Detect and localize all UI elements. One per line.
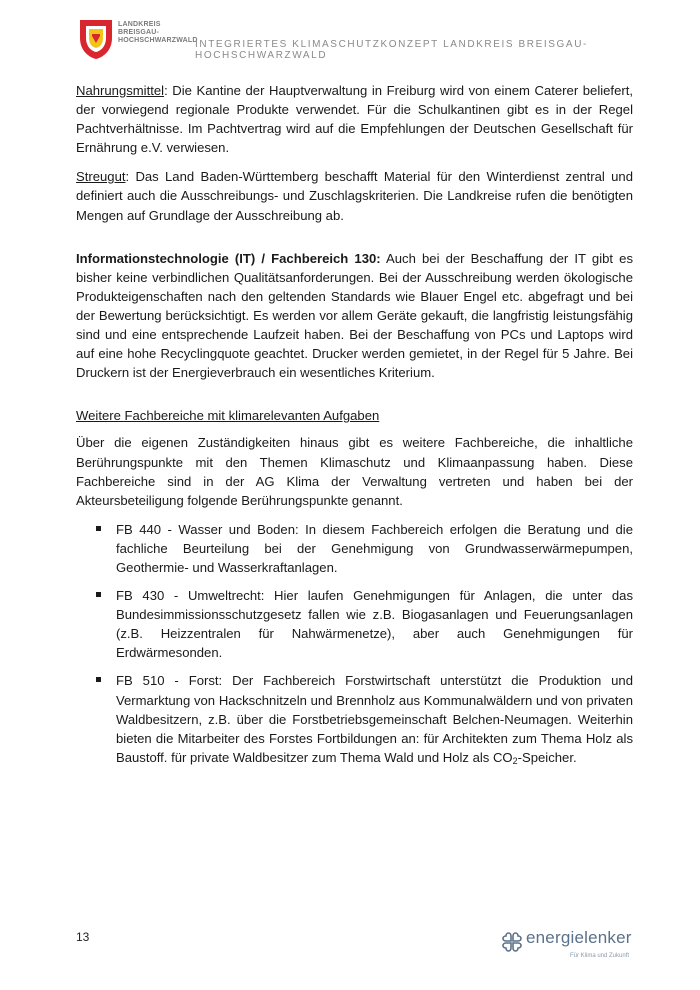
paragraph-weitere-intro: Über die eigenen Zuständigkeiten hinaus gibt es weitere Fachbereiche, die inhaltliche Berührungspunkte mit den Themen Klimaschutz und Klimaanpassung haben. Diese Fachbereiche sind in der AG Klima der Verwaltung vertreten und haben bei der Akteursbeteiligung folgende Berührungspunkte genannt. <box>76 435 633 508</box>
section-heading-weitere: Weitere Fachbereiche mit klimarelevanten Aufgaben <box>76 408 380 424</box>
list-item: FB 510 - Forst: Der Fachbereich Forstwirtschaft unterstützt die Produktion und Vermarktung von Hackschnitzeln und Brennholz aus Kommunalwäldern und von privaten Waldbesitzern, z.B. über die Forstbetriebsgemeinschaft Belchen-Neumagen. Weiterhin bieten die Mitarbeiter des Forstes Fortbildungen an: für Architekten zum Thema Holz als Baustoff. für private Waldbesitzer zum Thema Wald und Holz als $CO_2$-Speicher. <box>76 671 633 766</box>
bullet-icon <box>96 526 101 531</box>
brand-name: energielenker <box>526 928 632 947</box>
paragraph-streugut: Streugut: Das Land Baden-Württemberg beschafft Material für den Winterdienst zentral und definiert auch die Ausschreibungs- und Zuschlagskriterien. Die Landkreise rufen die benötigten Mengen auf Grundlage der Ausschreibung ab. <box>76 169 633 223</box>
list-item: FB 430 - Umweltrecht: Hier laufen Genehmigungen für Anlagen, die unter das Bundesimmissionsschutzgesetz fallen wie z.B. Biogasanlagen und Feuerungsanlagen (z.B. Heizzentralen für Nahwärmenetze), aber auch Genehmigungen für Erdwärmesonden. <box>76 586 633 662</box>
term-streugut: Streugut <box>76 169 126 185</box>
energielenker-logo <box>500 928 640 968</box>
logo-text: LANDKREIS BREISGAU- HOCHSCHWARZWALD <box>118 21 198 44</box>
landkreis-logo <box>78 18 198 60</box>
brand-tagline: Für Klima und Zukunft <box>570 953 630 959</box>
paragraph-it: Informationstechnologie (IT) / Fachbereich 130: Auch bei der Beschaffung der IT gibt es bisher keine verbindlichen Qualitätsanforderungen. Bei der Ausschreibung werden ökologische Produkteigenschaften nach den geltenden Standards wie Blauer Engel etc. abgefragt und bei der Bewertung berücksichtigt. Es werden vor allem Geräte gekauft, die langfristig leistungsfähig sind und eine entsprechende Laufzeit haben. Bei der Beschaffung von PCs und Laptops wird auf eine hohe Recyclingquote geachtet. Drucker werden gemietet, in der Regel für 5 Jahre. Bei Druckern ist der Energieverbrauch ein wesentliches Kriterium. <box>76 250 633 381</box>
page-header <box>0 0 700 70</box>
page-number: 13 <box>76 930 90 944</box>
list-item: FB 440 - Wasser und Boden: In diesem Fachbereich erfolgen die Beratung und die fachliche Beurteilung bei der Genehmigung von Grundwasserwärmepumpen, Geothermie- und Wasserkraftanlagen. <box>76 520 633 577</box>
paragraph-nahrungsmittel: Nahrungsmittel: Die Kantine der Hauptverwaltung in Freiburg wird von einem Caterer beliefert, der vorwiegend regionale Produkte verwendet. Für die Schulkantinen gibt es in der Regel Pachtverhältnisse. Im Pachtvertrag wird auf die Empfehlungen der Deutschen Gesellschaft für Ernährung e.V. verwiesen. <box>76 83 633 156</box>
bullet-icon <box>96 592 101 597</box>
term-it: Informationstechnologie (IT) / Fachbereich 130: <box>76 250 381 266</box>
document-body <box>76 81 633 776</box>
bullet-icon <box>96 677 101 682</box>
coat-of-arms-icon <box>78 18 114 60</box>
term-nahrungsmittel: Nahrungsmittel <box>76 83 165 98</box>
fachbereiche-list <box>76 520 633 767</box>
energielenker-mark-icon <box>500 930 524 954</box>
document-title: INTEGRIERTES KLIMASCHUTZKONZEPT LANDKREIS BREISGAU-HOCHSCHWARZWALD <box>195 39 588 61</box>
